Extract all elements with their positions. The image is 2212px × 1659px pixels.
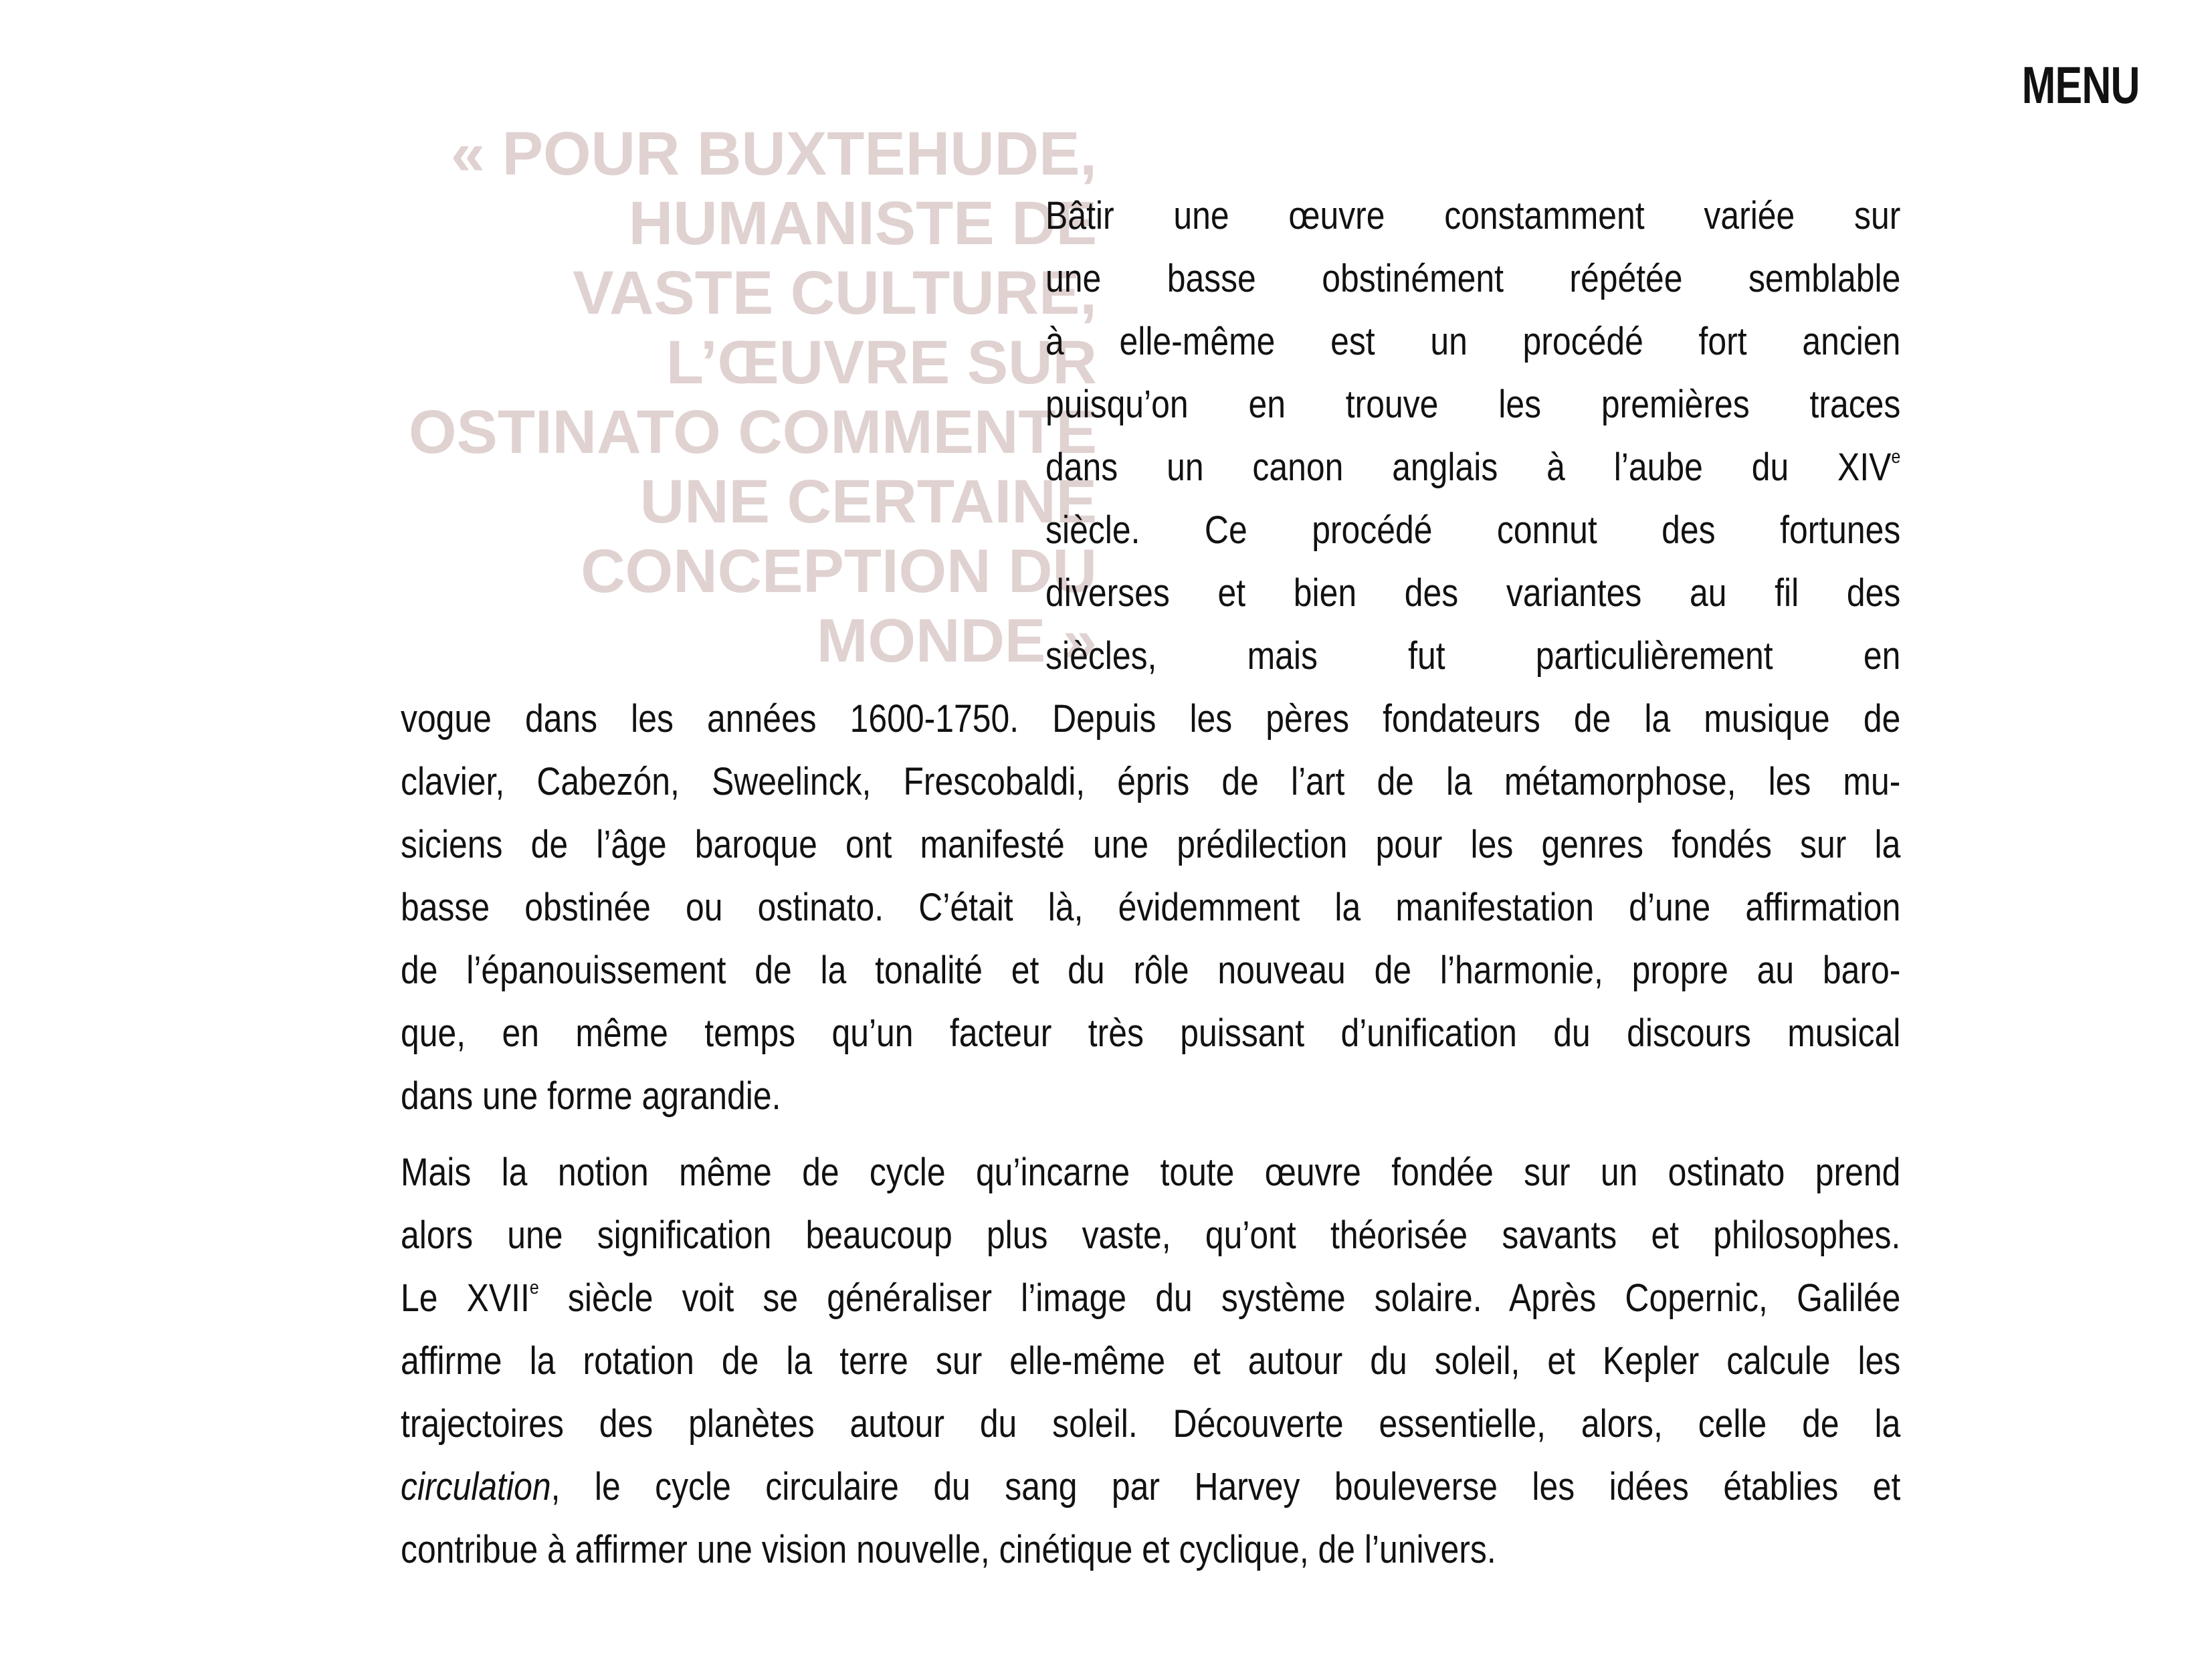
text-line: siècle. Ce procédé connut des fortunes <box>1045 508 1901 552</box>
text-fragment: siècle voit se généraliser l’image du système solaire. Après Copernic, Galilée <box>538 1276 1901 1320</box>
text-line: clavier, Cabezón, Sweelinck, Frescobaldi, épris de l’art de la métamorphose, les mu- <box>401 760 1901 803</box>
italic-term: circulation <box>401 1465 551 1508</box>
text-line: alors une signification beaucoup plus vaste, qu’ont théorisée savants et philosophes. <box>401 1213 1901 1257</box>
pull-quote-line: VASTE CULTURE, <box>573 259 1097 327</box>
text-line: une basse obstinément répétée semblable <box>1045 257 1901 300</box>
menu-button[interactable]: MENU <box>2021 56 2140 114</box>
text-line: puisqu’on en trouve les premières traces <box>1045 383 1901 426</box>
text-line: de l’épanouissement de la tonalité et du rôle nouveau de l’harmonie, propre au baro- <box>401 949 1901 992</box>
pull-quote-line: UNE CERTAINE <box>639 468 1097 536</box>
article-body <box>401 185 1899 1581</box>
text-line <box>401 1267 1900 1330</box>
pull-quote-line: MONDE » <box>816 607 1097 675</box>
text-line: contribue à affirmer une vision nouvelle, cinétique et cyclique, de l’univers. <box>401 1528 1496 1571</box>
text-line: basse obstinée ou ostinato. C’était là, évidemment la manifestation d’une affirmation <box>401 886 1901 929</box>
text-fragment: , le cycle circulaire du sang par Harvey bouleverse les idées établies et <box>550 1465 1901 1508</box>
paragraph-1 <box>401 185 1900 1128</box>
text-line: trajectoires des planètes autour du soleil. Découverte essentielle, alors, celle de la <box>401 1402 1901 1446</box>
text-line: dans une forme agrandie. <box>401 1074 781 1118</box>
text-line: vogue dans les années 1600-1750. Depuis les pères fondateurs de la musique de <box>401 697 1901 741</box>
text-line: Mais la notion même de cycle qu’incarne toute œuvre fondée sur un ostinato prend <box>401 1151 1901 1194</box>
pull-quote-line: OSTINATO COMMENTE <box>408 398 1097 466</box>
text-line: Bâtir une œuvre constamment variée sur <box>1045 194 1901 237</box>
pull-quote-line: L’ŒUVRE SUR <box>666 328 1097 397</box>
text-line: que, en même temps qu’un facteur très puissant d’unification du discours musical <box>401 1011 1901 1055</box>
text-line: à elle-même est un procédé fort ancien <box>1045 320 1901 363</box>
text-line: diverses et bien des variantes au fil des <box>1045 571 1901 615</box>
text-line <box>401 1456 1900 1519</box>
superscript: e <box>1891 446 1901 468</box>
pull-quote-line: CONCEPTION DU <box>581 537 1097 605</box>
text-fragment: Le XVII <box>401 1276 530 1320</box>
pull-quote-line: « POUR BUXTEHUDE, <box>450 120 1097 188</box>
text-line: siciens de l’âge baroque ont manifesté une prédilection pour les genres fondés sur la <box>401 823 1901 866</box>
text-fragment: dans un canon anglais à l’aube du XIV <box>1045 446 1892 489</box>
text-line: affirme la rotation de la terre sur elle-même et autour du soleil, et Kepler calcule les <box>401 1339 1901 1383</box>
text-line: siècles, mais fut particulièrement en <box>1045 634 1901 678</box>
text-line <box>401 436 1900 499</box>
paragraph-2 <box>401 1141 1900 1581</box>
pull-quote-line: HUMANISTE DE <box>628 189 1097 258</box>
superscript: e <box>529 1276 539 1298</box>
